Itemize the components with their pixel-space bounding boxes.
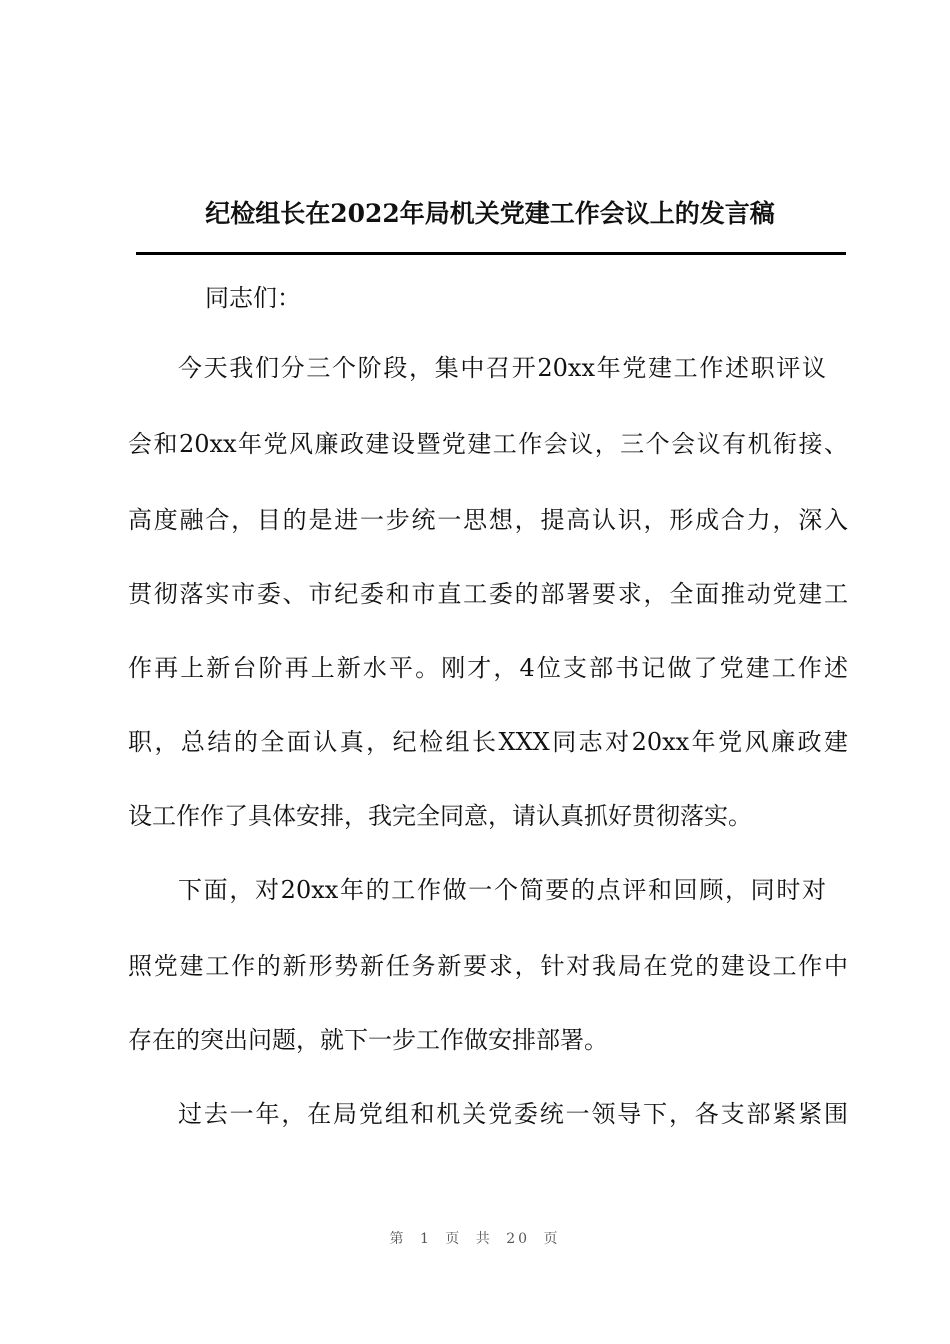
paragraph-line: 过去一年，在局党组和机关党委统一领导下，各支部紧紧围 [178,1100,848,1128]
paragraph-line: 存在的突出问题，就下一步工作做安排部署。 [128,1026,608,1054]
page-number-footer: 第 1 页 共 20 页 [389,1231,561,1247]
document-title: 纪检组长在2022年局机关党建工作会议上的发言稿 [205,199,775,228]
paragraph-line: 高度融合，目的是进一步统一思想，提高认识，形成合力，深入 [128,506,848,534]
title-underline [136,252,846,255]
paragraph-line: 职，总结的全面认真，纪检组长XXX同志对20xx年党风廉政建 [128,728,848,756]
paragraph-line: 作再上新台阶再上新水平。刚才，4位支部书记做了党建工作述 [128,654,848,682]
paragraph-line: 照党建工作的新形势新任务新要求，针对我局在党的建设工作中 [128,952,848,980]
paragraph-line: 贯彻落实市委、市纪委和市直工委的部署要求，全面推动党建工 [128,580,848,608]
salutation: 同志们： [205,284,301,312]
paragraph-line: 今天我们分三个阶段，集中召开20xx年党建工作述职评议 [178,354,826,382]
paragraph-line: 设工作作了具体安排，我完全同意，请认真抓好贯彻落实。 [128,802,752,830]
paragraph-line: 会和20xx年党风廉政建设暨党建工作会议，三个会议有机衔接、 [128,430,848,458]
paragraph-line: 下面，对20xx年的工作做一个简要的点评和回顾，同时对 [178,876,826,904]
